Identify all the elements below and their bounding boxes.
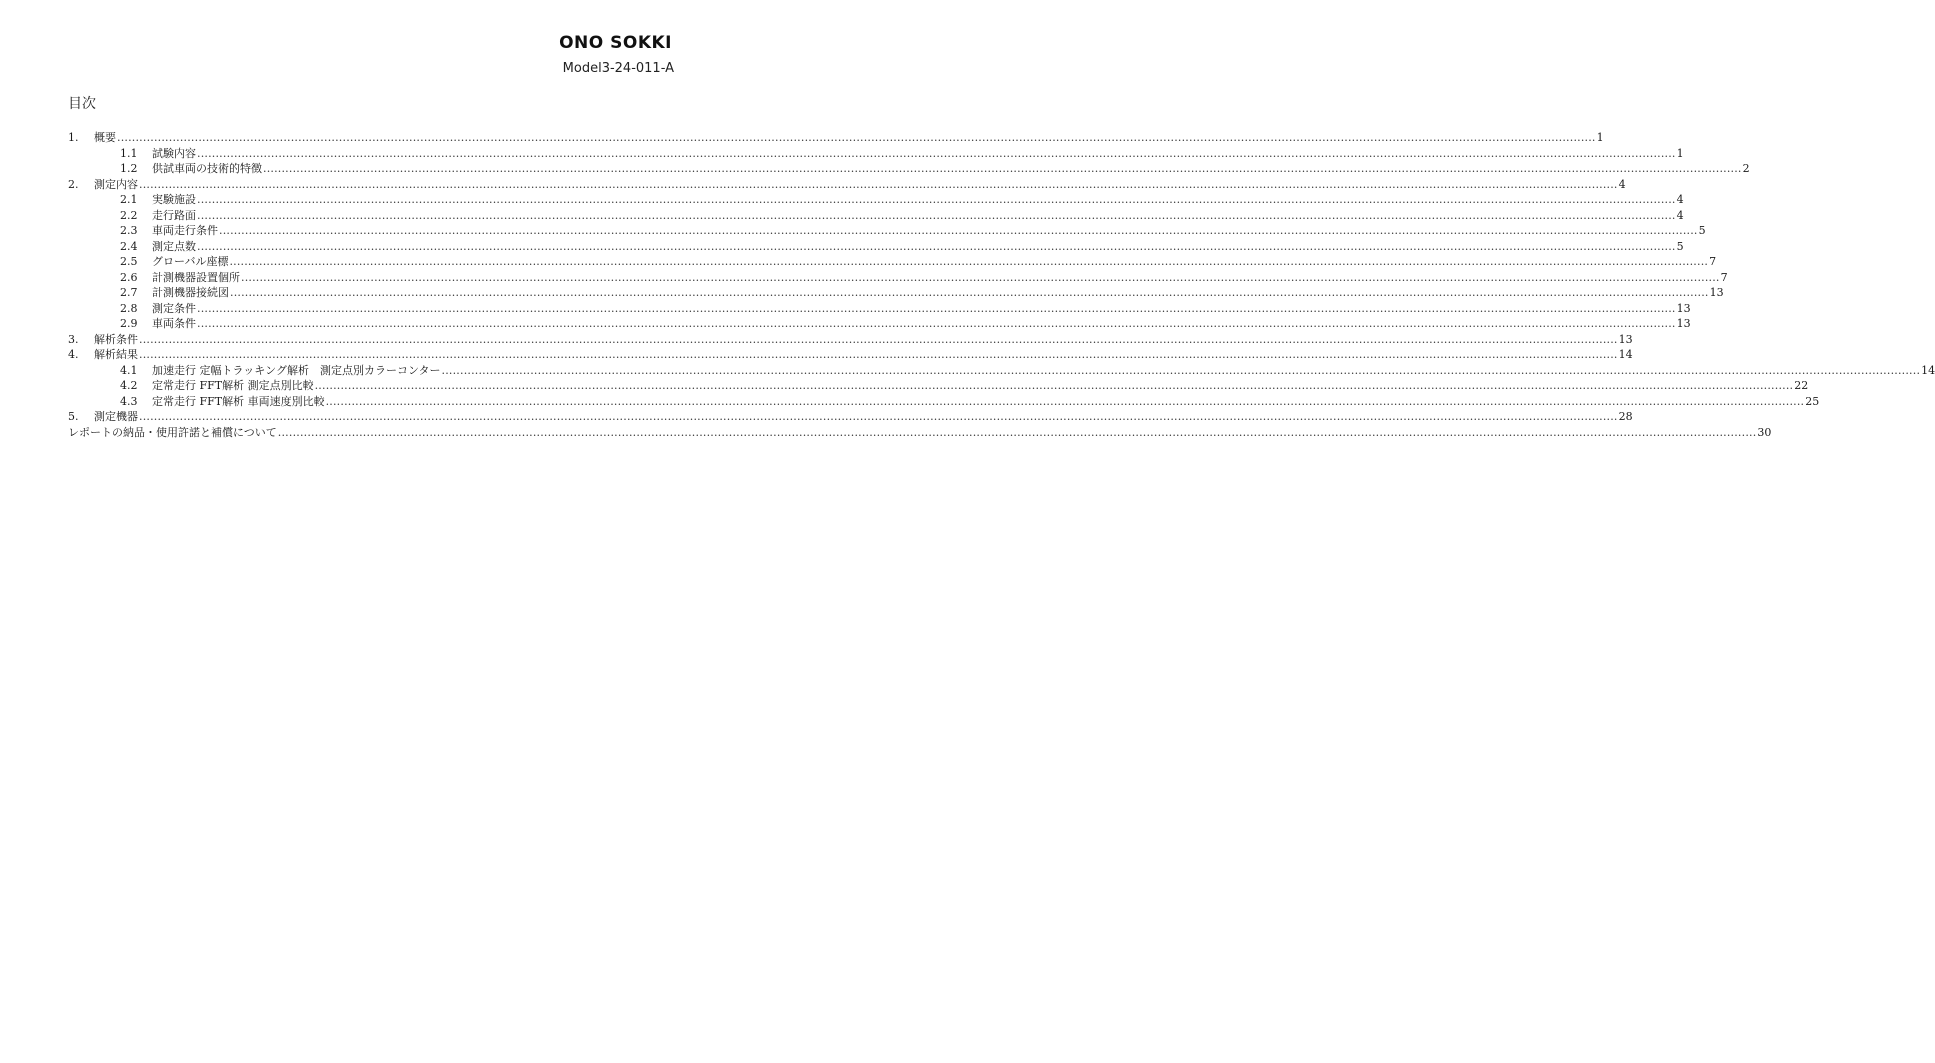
toc-dot-leader: ................................................................................................................................................................................................................................................................................................................................................................................................................ [277, 425, 1757, 439]
table-of-contents [68, 130, 1935, 440]
toc-entry[interactable] [68, 223, 1706, 239]
toc-dot-leader: ................................................................................................................................................................................................................................................................................................................................................................................................................ [197, 146, 1676, 160]
toc-dot-leader: ................................................................................................................................................................................................................................................................................................................................................................................................................ [197, 317, 1676, 330]
toc-entry-number: 2.1 [120, 193, 138, 206]
toc-entry-title: 供試車両の技術的特徴 [152, 162, 262, 175]
toc-dot-leader: ................................................................................................................................................................................................................................................................................................................................................................................................................ [197, 208, 1676, 222]
toc-entry-page: 4 [1676, 193, 1684, 206]
toc-entry[interactable] [68, 285, 1724, 301]
toc-dot-leader: ................................................................................................................................................................................................................................................................................................................................................................................................................ [197, 193, 1676, 206]
toc-entry-page: 30 [1757, 425, 1772, 439]
toc-entry[interactable] [68, 161, 1750, 177]
toc-entry-number: 2.2 [120, 208, 138, 222]
toc-entry-page: 7 [1709, 255, 1717, 268]
toc-dot-leader: ................................................................................................................................................................................................................................................................................................................................................................................................................ [230, 286, 1709, 299]
toc-entry-number: 5. [68, 410, 79, 423]
toc-dot-leader: ................................................................................................................................................................................................................................................................................................................................................................................................................ [139, 410, 1618, 423]
toc-entry-number: 4.3 [120, 394, 138, 408]
toc-entry-page: 5 [1676, 239, 1684, 253]
toc-entry-title: 定常走行 FFT解析 測定点別比較 [152, 379, 314, 392]
toc-entry-page: 1 [1596, 131, 1604, 144]
toc-entry-title: 実験施設 [152, 193, 196, 206]
toc-entry[interactable] [68, 146, 1684, 162]
toc-entry-page: 13 [1676, 317, 1691, 330]
toc-entry-title: 車両条件 [152, 317, 196, 330]
toc-title: 目次 [68, 96, 96, 112]
toc-entry-title: レポートの納品・使用許諾と補償について [68, 425, 277, 439]
toc-dot-leader: ................................................................................................................................................................................................................................................................................................................................................................................................................ [263, 162, 1742, 175]
toc-entry-number: 4. [68, 348, 79, 361]
toc-entry[interactable] [68, 332, 1633, 348]
toc-entry-title: 測定条件 [152, 301, 196, 315]
toc-entry-title: グローバル座標 [152, 255, 229, 268]
toc-entry-page: 4 [1676, 208, 1684, 222]
toc-entry-page: 13 [1709, 286, 1724, 299]
toc-entry-number: 2.9 [120, 317, 138, 330]
toc-entry[interactable] [68, 347, 1633, 363]
toc-dot-leader: ................................................................................................................................................................................................................................................................................................................................................................................................................ [197, 301, 1676, 315]
toc-entry-number: 2.4 [120, 239, 138, 253]
toc-entry[interactable] [68, 254, 1717, 270]
model-number: Model3-24-011-A [562, 61, 674, 76]
toc-entry-number: 1.2 [120, 162, 138, 175]
toc-entry-page: 13 [1676, 301, 1691, 315]
toc-entry-title: 測定内容 [94, 177, 138, 191]
toc-entry[interactable] [68, 316, 1691, 332]
toc-entry-number: 2.3 [120, 224, 138, 237]
toc-dot-leader: ................................................................................................................................................................................................................................................................................................................................................................................................................ [117, 131, 1596, 144]
toc-entry[interactable] [68, 363, 1935, 379]
toc-entry-title: 概要 [94, 131, 116, 144]
toc-entry-page: 22 [1794, 379, 1809, 392]
toc-entry[interactable] [68, 208, 1684, 224]
toc-entry-number: 4.2 [120, 379, 138, 392]
toc-entry[interactable] [68, 378, 1809, 394]
toc-dot-leader: ................................................................................................................................................................................................................................................................................................................................................................................................................ [139, 332, 1618, 346]
toc-entry[interactable] [68, 409, 1633, 425]
toc-entry-number: 4.1 [120, 363, 138, 377]
toc-entry-page: 28 [1618, 410, 1633, 423]
toc-entry-page: 4 [1618, 177, 1626, 191]
toc-entry[interactable] [68, 301, 1691, 317]
toc-dot-leader: ................................................................................................................................................................................................................................................................................................................................................................................................................ [325, 394, 1805, 408]
toc-entry-number: 2. [68, 177, 79, 191]
toc-dot-leader: ................................................................................................................................................................................................................................................................................................................................................................................................................ [314, 379, 1794, 392]
toc-entry-page: 2 [1742, 162, 1750, 175]
toc-entry-title: 試験内容 [152, 146, 196, 160]
toc-entry-page: 14 [1921, 363, 1935, 377]
toc-entry-title: 車両走行条件 [152, 224, 218, 237]
toc-dot-leader: ................................................................................................................................................................................................................................................................................................................................................................................................................ [139, 177, 1618, 191]
toc-entry-title: 加速走行 定幅トラッキング解析 測定点別カラーコンター [152, 363, 441, 377]
toc-entry[interactable] [68, 192, 1684, 208]
toc-dot-leader: ................................................................................................................................................................................................................................................................................................................................................................................................................ [197, 239, 1676, 253]
toc-entry-page: 1 [1676, 146, 1684, 160]
toc-entry-number: 2.8 [120, 301, 138, 315]
toc-entry-page: 25 [1805, 394, 1820, 408]
toc-dot-leader: ................................................................................................................................................................................................................................................................................................................................................................................................................ [139, 348, 1618, 361]
toc-entry-page: 13 [1618, 332, 1633, 346]
toc-entry-title: 解析条件 [94, 332, 138, 346]
company-logo: ONO SOKKI [559, 33, 672, 53]
toc-entry-title: 計測機器設置個所 [152, 270, 240, 284]
toc-dot-leader: ................................................................................................................................................................................................................................................................................................................................................................................................................ [229, 255, 1709, 268]
toc-entry-number: 1. [68, 131, 79, 144]
toc-entry-page: 5 [1698, 224, 1706, 237]
toc-entry[interactable] [68, 270, 1728, 286]
toc-entry-title: 解析結果 [94, 348, 138, 361]
toc-dot-leader: ................................................................................................................................................................................................................................................................................................................................................................................................................ [219, 224, 1698, 237]
toc-entry-title: 測定機器 [94, 410, 138, 423]
toc-entry[interactable] [68, 239, 1684, 255]
toc-entry-number: 3. [68, 332, 79, 346]
toc-entry-title: 定常走行 FFT解析 車両速度別比較 [152, 394, 325, 408]
toc-entry[interactable] [68, 425, 1772, 441]
toc-entry-number: 2.5 [120, 255, 138, 268]
toc-entry-title: 計測機器接続図 [152, 286, 229, 299]
toc-entry[interactable] [68, 130, 1604, 146]
toc-entry-title: 走行路面 [152, 208, 196, 222]
toc-dot-leader: ................................................................................................................................................................................................................................................................................................................................................................................................................ [441, 363, 1921, 377]
toc-dot-leader: ................................................................................................................................................................................................................................................................................................................................................................................................................ [241, 270, 1720, 284]
toc-entry-number: 2.7 [120, 286, 138, 299]
toc-entry-title: 測定点数 [152, 239, 196, 253]
toc-entry-page: 14 [1618, 348, 1633, 361]
toc-entry-number: 2.6 [120, 270, 138, 284]
toc-entry-number: 1.1 [120, 146, 138, 160]
toc-entry-page: 7 [1720, 270, 1728, 284]
toc-entry[interactable] [68, 177, 1626, 193]
toc-entry[interactable] [68, 394, 1820, 410]
